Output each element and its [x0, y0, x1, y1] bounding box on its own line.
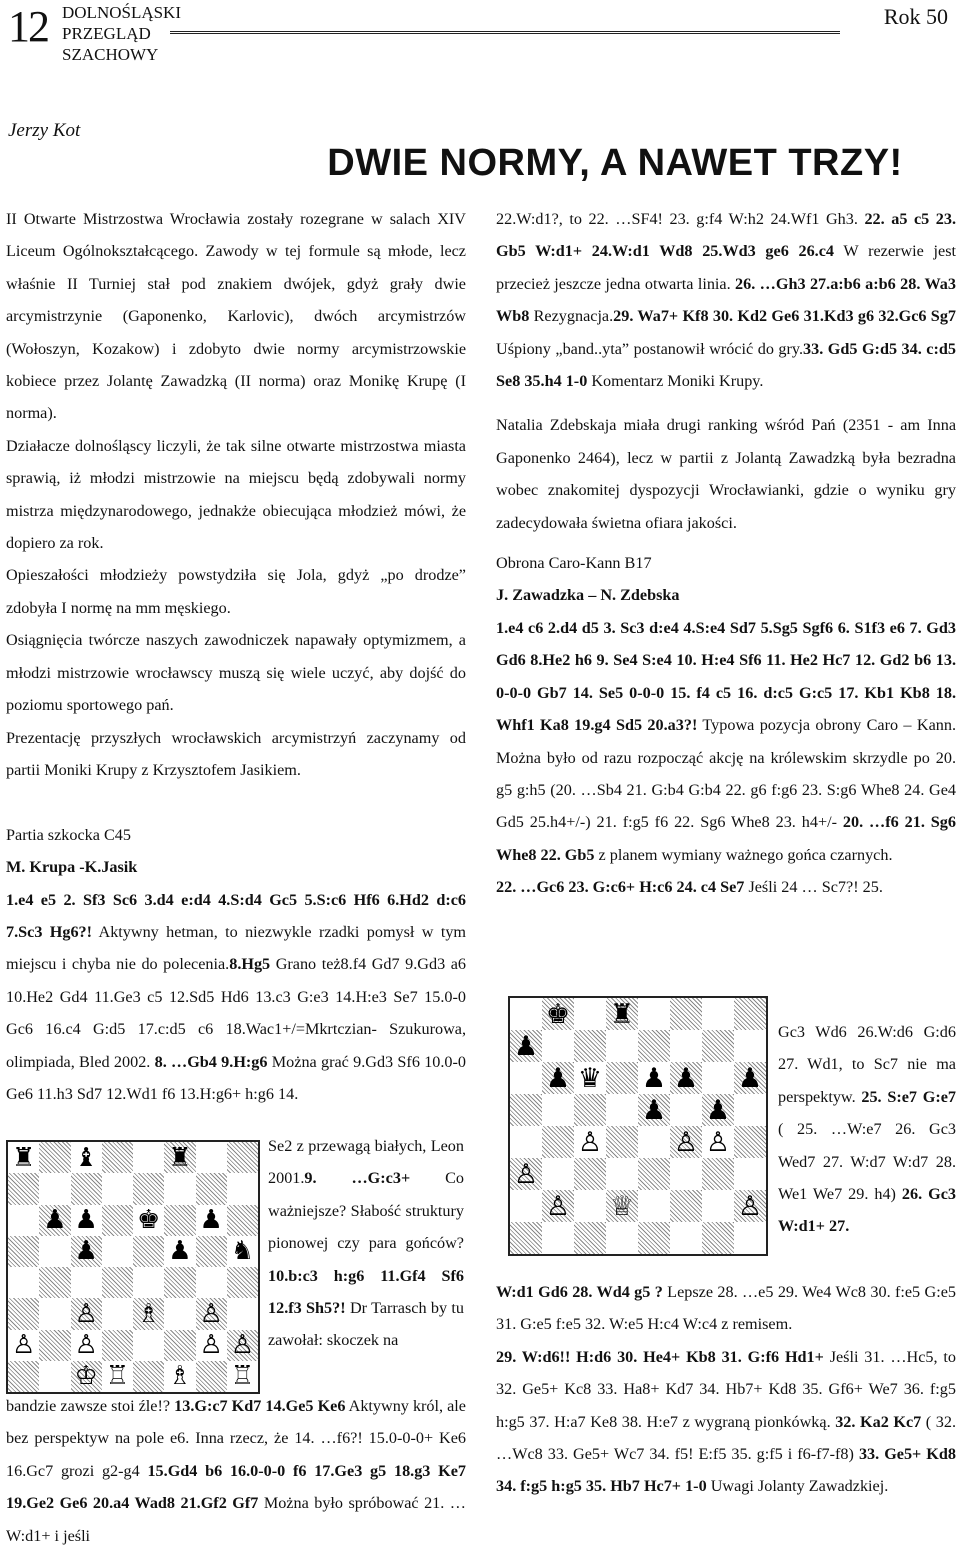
moves-bold: 22. a5 c5 23. Gb5 W:d1+ 24.W:d1 Wd8 25.Wd3 ge6 26.c4: [496, 210, 956, 261]
article-title: DWIE NORMY, A NAWET TRZY!: [327, 142, 903, 184]
chess-piece-icon: ♙: [230, 1330, 255, 1361]
board-square: [227, 1142, 258, 1173]
board-square: [734, 1158, 766, 1190]
chess-piece-icon: ♗: [136, 1298, 161, 1329]
board-square: [133, 1361, 164, 1392]
comment: Można grać 9.Gd3 Sf6 10.0-0 Ge6 11.h3 Sd7 12.Wd1 f6 13.H:g6+ h:g6 14.: [6, 1052, 467, 1103]
board-square: [39, 1205, 70, 1236]
board-square: [702, 1030, 734, 1062]
board-square: [196, 1267, 227, 1298]
board-square: [542, 1126, 574, 1158]
moves-bold: 29. W:d6!! H:d6 30. He4+ Kb8 31. G:f6 Hd1+: [496, 1347, 824, 1366]
board-square: [8, 1330, 39, 1361]
board-square: [196, 1361, 227, 1392]
board-square: [133, 1330, 164, 1361]
board-square: [8, 1142, 39, 1173]
board-square: [39, 1361, 70, 1392]
magazine-line: SZACHOWY: [62, 45, 159, 64]
board-square: [542, 998, 574, 1030]
board-square: [39, 1298, 70, 1329]
paragraph: Prezentację przyszłych wrocławskich arcymistrzyń zaczynamy od partii Moniki Krupy z Krzysztofem Jasikiem.: [6, 728, 466, 779]
board-square: [638, 1062, 670, 1094]
page-header: [0, 0, 960, 70]
board-square: [606, 1030, 638, 1062]
board-square: [39, 1173, 70, 1204]
board-square: [702, 1062, 734, 1094]
game-moves: [6, 884, 466, 1111]
board-square: [606, 1222, 638, 1254]
board-square: [574, 1222, 606, 1254]
game-moves: [496, 612, 956, 871]
magazine-line: PRZEGLĄD: [62, 24, 151, 43]
moves-bold: W:d1 Gd6 28. Wd4 g5 ?: [496, 1283, 663, 1301]
board-square: [227, 1205, 258, 1236]
board-square: [574, 1158, 606, 1190]
chess-piece-icon: ♔: [74, 1361, 98, 1392]
board-square: [133, 1236, 164, 1267]
board-square: [574, 998, 606, 1030]
board-square: [734, 1030, 766, 1062]
left-column: [6, 203, 466, 1110]
comment: bandzie zawsze stoi źle!?: [6, 1397, 175, 1415]
board-square: [39, 1142, 70, 1173]
board-square: [102, 1142, 133, 1173]
page-number: 12: [8, 2, 48, 51]
chess-piece-icon: ♙: [673, 1126, 699, 1158]
board-square: [227, 1267, 258, 1298]
board-square: [102, 1330, 133, 1361]
comment: Można było spróbować 21. …W:d1+ i jeśli: [6, 1494, 466, 1545]
moves-bold: 29. Wa7+ Kf8 30. Kd2 Ge6 31.Kd3 g6 32.Gc6 Sg7: [613, 307, 957, 326]
board-square: [606, 1094, 638, 1126]
chess-piece-icon: ♙: [577, 1126, 603, 1158]
board-square: [164, 1361, 195, 1392]
board-square: [734, 1094, 766, 1126]
comment: Uśpiony „band..yta” postanowił wrócić do gry.: [496, 339, 803, 358]
moves-bold: 1.e4 c6 2.d4 d5 3. Sc3 d:e4 4.S:e4 Sd7 5.Sg5 Sgf6 6. S1f3 e6 7. Gd3 Gd6 8.He2 h6 9. Se4 S:e4 10. H:e4 Sf6 11. He2 Hc7 12. Gd2 b6 13. 0-0-0 Gb7 14. Se5 0-0-0 15. f4 c5 16. d:c5 G:c5 17. Kb1 Kb8 18. Whf1 Ka8 19.g4 Sd5 20.a3?!: [496, 618, 956, 735]
board-square: [164, 1267, 195, 1298]
board-square: [670, 1094, 702, 1126]
board-square: [638, 1126, 670, 1158]
moves-bold: 33. Gd5 G:d5 34. c:d5 Se8 35.h4 1-0: [496, 339, 956, 391]
board-square: [702, 998, 734, 1030]
moves-bold: 1.e4 e5 2. Sf3 Sc6 3.d4 e:d4 4.S:d4 Gc5 5.S:c6 Hf6 6.Hd2 d:c6 7.Sc3 Hg6?!: [6, 890, 466, 941]
board-square: [196, 1236, 227, 1267]
board-square: [39, 1330, 70, 1361]
board-square: [196, 1142, 227, 1173]
paragraph: Działacze dolnośląscy liczyli, że tak silne otwarte mistrzostwa miasta sprawią, iż młodzi mistrzowie na miejscu będą zdobywali normy mistrza międzynarodowego, jednakże obiecująca młodzież mówi, że dopiero za rok.: [6, 436, 466, 553]
board-square: [102, 1205, 133, 1236]
comment: Uwagi Jolanty Zawadzkiej.: [706, 1477, 889, 1496]
right-column: [496, 203, 956, 904]
game-moves: [6, 1390, 466, 1552]
moves-bold: 8. …Gb4 9.H:g6: [154, 1052, 268, 1071]
board-square: [702, 1222, 734, 1254]
comment: W rezerwie jest przecież jeszcze jedna otwarta linia.: [496, 242, 956, 293]
board-square: [510, 998, 542, 1030]
board-square: [702, 1126, 734, 1158]
chess-piece-icon: ♕: [609, 1190, 635, 1222]
opening-name: Obrona Caro-Kann B17: [496, 554, 652, 573]
chess-piece-icon: ♟: [199, 1205, 223, 1236]
board-square: [71, 1205, 102, 1236]
board-square: [8, 1205, 39, 1236]
board-square: [638, 1158, 670, 1190]
paragraph: Opieszałości młodzieży powstydziła się Jola, gdyż „po drodze” zdobyła I normę na mm męskiego.: [6, 566, 466, 617]
chess-piece-icon: ♟: [705, 1094, 731, 1126]
board-square: [196, 1173, 227, 1204]
board-square: [227, 1361, 258, 1392]
board-square: [71, 1361, 102, 1392]
board-square: [102, 1236, 133, 1267]
board-square: [102, 1298, 133, 1329]
board-square: [164, 1205, 195, 1236]
chess-piece-icon: ♟: [641, 1062, 667, 1094]
board-square: [133, 1205, 164, 1236]
board-square: [574, 1190, 606, 1222]
comment: Aktywny hetman, to niezwykle rzadki pomysł w tym miejscu i chyba nie do polecenia.: [6, 922, 467, 974]
board-square: [164, 1298, 195, 1329]
comment: Gc3 Wd6 26.W:d6 G:d6 27. Wd1, to Sc7 nie ma perspektyw.: [778, 1023, 956, 1106]
board-square: [164, 1236, 195, 1267]
chess-piece-icon: ♟: [673, 1062, 699, 1094]
board-square: [133, 1173, 164, 1204]
board-square: [39, 1236, 70, 1267]
board-square: [670, 1030, 702, 1062]
comment: Jeśli 31. …Hc5, to 32. Ge5+ Kc8 33. Ha8+ Kd7 34. Hb7+ Kd8 35. Gf6+ We7 36. f:g5 h:g5 37. H:a7 Ke8 38. H:e7 z wygraną pionkówką.: [496, 1347, 956, 1431]
spacer: [6, 786, 466, 818]
board-square: [196, 1298, 227, 1329]
board-square: [227, 1330, 258, 1361]
board-square: [196, 1330, 227, 1361]
board-square: [71, 1173, 102, 1204]
magazine-name: [62, 2, 181, 65]
chess-piece-icon: ♙: [705, 1126, 731, 1158]
board-square: [670, 1158, 702, 1190]
board-square: [574, 1126, 606, 1158]
board-square: [574, 1094, 606, 1126]
moves-bold: 32. Ka2 Kc7: [835, 1412, 922, 1431]
left-continuation: [6, 1390, 466, 1552]
chess-piece-icon: ♛: [577, 1062, 603, 1094]
moves-bold: 10.b:c3 h:g6 11.Gf4 Sf6 12.f3 Sh5?!: [268, 1266, 464, 1318]
board-square: [164, 1142, 195, 1173]
game-moves: [496, 1341, 956, 1503]
moves-bold: 26. …Gh3 27.a:b6 a:b6 28. Wa3 Wb8: [496, 274, 956, 326]
moves-bold: 8.Hg5: [229, 955, 271, 974]
board-square: [702, 1094, 734, 1126]
chess-piece-icon: ♙: [199, 1298, 223, 1329]
float-text-right: [778, 1016, 956, 1243]
opening-name: Partia szkocka C45: [6, 825, 131, 844]
chess-piece-icon: ♚: [136, 1205, 161, 1236]
board-square: [227, 1236, 258, 1267]
board-square: [734, 998, 766, 1030]
moves-bold: 33. Ge5+ Kd8 34. f:g5 h:g5 35. Hb7 Hc7+ 1-0: [496, 1445, 956, 1496]
board-square: [8, 1173, 39, 1204]
board-square: [638, 1030, 670, 1062]
float-text-left: [268, 1130, 464, 1357]
board-square: [606, 1126, 638, 1158]
comment: Grano też8.f4 Gd7 9.Gd3 a6 10.He2 Gd4 11.Ge3 c5 12.Sd5 Hd6 13.c3 G:e3 14.H:e3 Se7 15.0-0 Gc6 16.c4 G:d5 17.c:d5 c6 18.Wac1+/=Mkrtczian- Szukurowa, olimpiada, Bled 2002.: [6, 955, 466, 1071]
spacer: [496, 539, 956, 547]
board-square: [638, 1190, 670, 1222]
comment: Se2 z przewagą białych, Leon 2001.: [268, 1137, 464, 1188]
board-square: [71, 1267, 102, 1298]
board-square: [542, 1222, 574, 1254]
chess-diagram-1: [6, 1140, 260, 1394]
board-square: [8, 1267, 39, 1298]
board-square: [102, 1173, 133, 1204]
board-square: [510, 1126, 542, 1158]
chess-piece-icon: ♙: [199, 1330, 223, 1361]
magazine-line: DOLNOŚLĄSKI: [62, 3, 181, 22]
board-square: [510, 1062, 542, 1094]
board-square: [734, 1062, 766, 1094]
board-square: [734, 1126, 766, 1158]
moves-bold: 13.G:c7 Kd7 14.Ge5 Ke6: [174, 1397, 346, 1415]
board-square: [510, 1094, 542, 1126]
board-square: [734, 1190, 766, 1222]
comment: Typowa pozycja obrony Caro – Kann. Można było od razu rozpocząć akcję na królewskim skrzydle po 20. g5 g:h5 (20. …Sb4 21. G:b4 G:b4 22. g6 f:g6 23. S:g6 Whe8 24. Ge4 Gd5 25.h4+/-) 21. f:g5 f6 22. Sg6 Whe8 23. h4+/-: [496, 716, 957, 832]
board-square: [196, 1205, 227, 1236]
chess-piece-icon: ♙: [737, 1190, 763, 1222]
chess-piece-icon: ♝: [74, 1142, 98, 1173]
board-square: [542, 1062, 574, 1094]
board-square: [71, 1142, 102, 1173]
comment: ( 25. …W:e7 26. Gc3 Wed7 27. W:d7 W:d7 28. We1 We7 29. h4): [778, 1120, 956, 1204]
game-moves: [496, 203, 956, 397]
chess-piece-icon: ♖: [105, 1361, 130, 1392]
board-square: [638, 1094, 670, 1126]
board-square: [702, 1190, 734, 1222]
game-players: M. Krupa -K.Jasik: [6, 858, 138, 877]
volume-year: Rok 50: [883, 4, 948, 29]
board-square: [670, 1062, 702, 1094]
board-square: [227, 1298, 258, 1329]
board-square: [133, 1298, 164, 1329]
board-square: [670, 1222, 702, 1254]
board-square: [227, 1173, 258, 1204]
board-square: [71, 1298, 102, 1329]
chess-piece-icon: ♞: [230, 1236, 255, 1267]
board-square: [71, 1330, 102, 1361]
game-players: J. Zawadzka – N. Zdebska: [496, 586, 680, 605]
comment: Dr Tarrasch by tu zawołał: skoczek na: [268, 1299, 464, 1350]
chess-piece-icon: ♟: [545, 1062, 571, 1094]
comment: 22.W:d1?, to 22. …SF4! 23. g:f4 W:h2 24.Wf1 Gh3.: [496, 210, 865, 228]
article-author: Jerzy Kot: [8, 120, 81, 141]
chess-piece-icon: ♙: [74, 1298, 98, 1329]
board-square: [542, 1030, 574, 1062]
right-continuation: [496, 1276, 956, 1503]
board-square: [510, 1222, 542, 1254]
moves-bold: 9. …G:c3+: [304, 1169, 411, 1188]
chess-piece-icon: ♟: [641, 1094, 667, 1126]
chess-piece-icon: ♚: [545, 998, 571, 1030]
board-square: [606, 1062, 638, 1094]
board-square: [71, 1236, 102, 1267]
chess-piece-icon: ♟: [43, 1205, 67, 1236]
chess-piece-icon: ♟: [74, 1205, 98, 1236]
board-square: [670, 998, 702, 1030]
moves-bold: 20. …f6 21. Sg6 Whe8 22. Gb5: [496, 813, 956, 864]
chess-piece-icon: ♜: [609, 998, 635, 1030]
chess-piece-icon: ♟: [513, 1030, 539, 1062]
chess-piece-icon: ♙: [545, 1190, 571, 1222]
chess-diagram-2: [508, 996, 768, 1256]
board-square: [574, 1030, 606, 1062]
chess-piece-icon: ♖: [230, 1361, 255, 1392]
comment: ( 32. …Wc8 33. Ge5+ Wc7 34. f5! E:f5 35. g:f5 i f6-f7-f8): [496, 1412, 957, 1464]
header-rule: [170, 31, 840, 37]
paragraph: Natalia Zdebskaja miała drugi ranking wśród Pań (2351 - am Inna Gaponenko 2464), lecz w partii z Jolantą Zawadzką była bezradna wobec znakomitej dyspozycji Wrocławianki, gdzie o wyniku gry zadecydowała świetna ofiara jakości.: [496, 416, 956, 532]
board-square: [510, 1030, 542, 1062]
paragraph: Osiągnięcia twórcze naszych zawodniczek napawały optymizmem, a młodzi mistrzowie wrocławscy muszą się wiele uczyć, aby dojść do poziomu sportowego pań.: [6, 631, 466, 715]
board-square: [606, 1158, 638, 1190]
board-square: [8, 1236, 39, 1267]
chess-piece-icon: ♙: [74, 1330, 98, 1361]
board-square: [574, 1062, 606, 1094]
board-square: [734, 1222, 766, 1254]
chess-piece-icon: ♟: [168, 1236, 192, 1267]
board-square: [164, 1330, 195, 1361]
chess-piece-icon: ♗: [168, 1361, 192, 1392]
chess-piece-icon: ♟: [737, 1062, 763, 1094]
board-square: [670, 1190, 702, 1222]
chess-piece-icon: ♜: [11, 1142, 36, 1173]
board-square: [133, 1142, 164, 1173]
board-square: [638, 998, 670, 1030]
board-square: [606, 1190, 638, 1222]
board-square: [102, 1361, 133, 1392]
moves-bold: 15.Gd4 b6 16.0-0-0 f6 17.Ge3 g5 18.g3 Ke7 19.Ge2 Ge6 20.a4 Wad8 21.Gf2 Gf7: [6, 1461, 466, 1513]
chess-piece-icon: ♟: [74, 1236, 98, 1267]
comment: Komentarz Moniki Krupy.: [587, 372, 764, 391]
comment: Jeśli 24 … Sc7?! 25.: [744, 878, 883, 897]
comment: Aktywny król, ale bez perspektyw na pole e6. Inna rzecz, że 14. …f6?! 15.0-0-0+ Ke6 16.Gc7 grozi g2-g4: [6, 1397, 466, 1480]
comment: Lepsze 28. …e5 29. We4 Wc8 30. f:e5 G:e5 31. G:e5 f:e5 32. W:e5 H:c4 W:c4 z remisem.: [496, 1283, 956, 1334]
chess-piece-icon: ♜: [168, 1142, 192, 1173]
chess-piece-icon: ♙: [11, 1330, 36, 1361]
board-square: [542, 1158, 574, 1190]
board-square: [133, 1267, 164, 1298]
comment: Rezygnacja.: [529, 307, 614, 326]
moves-bold: 22. …Gc6 23. G:c6+ H:c6 24. c4 Se7: [496, 878, 745, 897]
paragraph: II Otwarte Mistrzostwa Wrocławia zostały rozegrane w salach XIV Liceum Ogólnokształcącego. Zawody w tej formule są młode, lecz właśnie II Turniej stał pod znakiem dwójek, gdyż grały dwie arcymistrzynie (Gaponenko, Karlovic), dwóch arcymistrzów (Wołoszyn, Kozakow) i zdobyto dwie normy arcymistrzowskie kobiece przez Jolantę Zawadzką (II norma) oraz Monikę Krupę (I norma).: [6, 210, 466, 423]
board-square: [102, 1267, 133, 1298]
comment: Co ważniejsze? Słabość struktury pionowej czy para gońców?: [268, 1169, 464, 1253]
board-square: [510, 1158, 542, 1190]
board-square: [702, 1158, 734, 1190]
game-moves: [496, 1276, 956, 1341]
board-square: [8, 1361, 39, 1392]
moves-bold: 26. Gc3 W:d1+ 27.: [778, 1185, 956, 1236]
board-square: [8, 1298, 39, 1329]
board-square: [606, 998, 638, 1030]
chess-piece-icon: ♙: [513, 1158, 539, 1190]
board-square: [510, 1190, 542, 1222]
board-square: [542, 1190, 574, 1222]
board-square: [39, 1267, 70, 1298]
comment: z planem wymiany ważnego gońca czarnych.: [594, 845, 893, 864]
board-square: [638, 1222, 670, 1254]
board-square: [670, 1126, 702, 1158]
moves-bold: 25. S:e7 G:e7: [861, 1087, 956, 1106]
spacer: [496, 397, 956, 409]
board-square: [164, 1173, 195, 1204]
game-moves: [496, 871, 956, 903]
board-square: [542, 1094, 574, 1126]
